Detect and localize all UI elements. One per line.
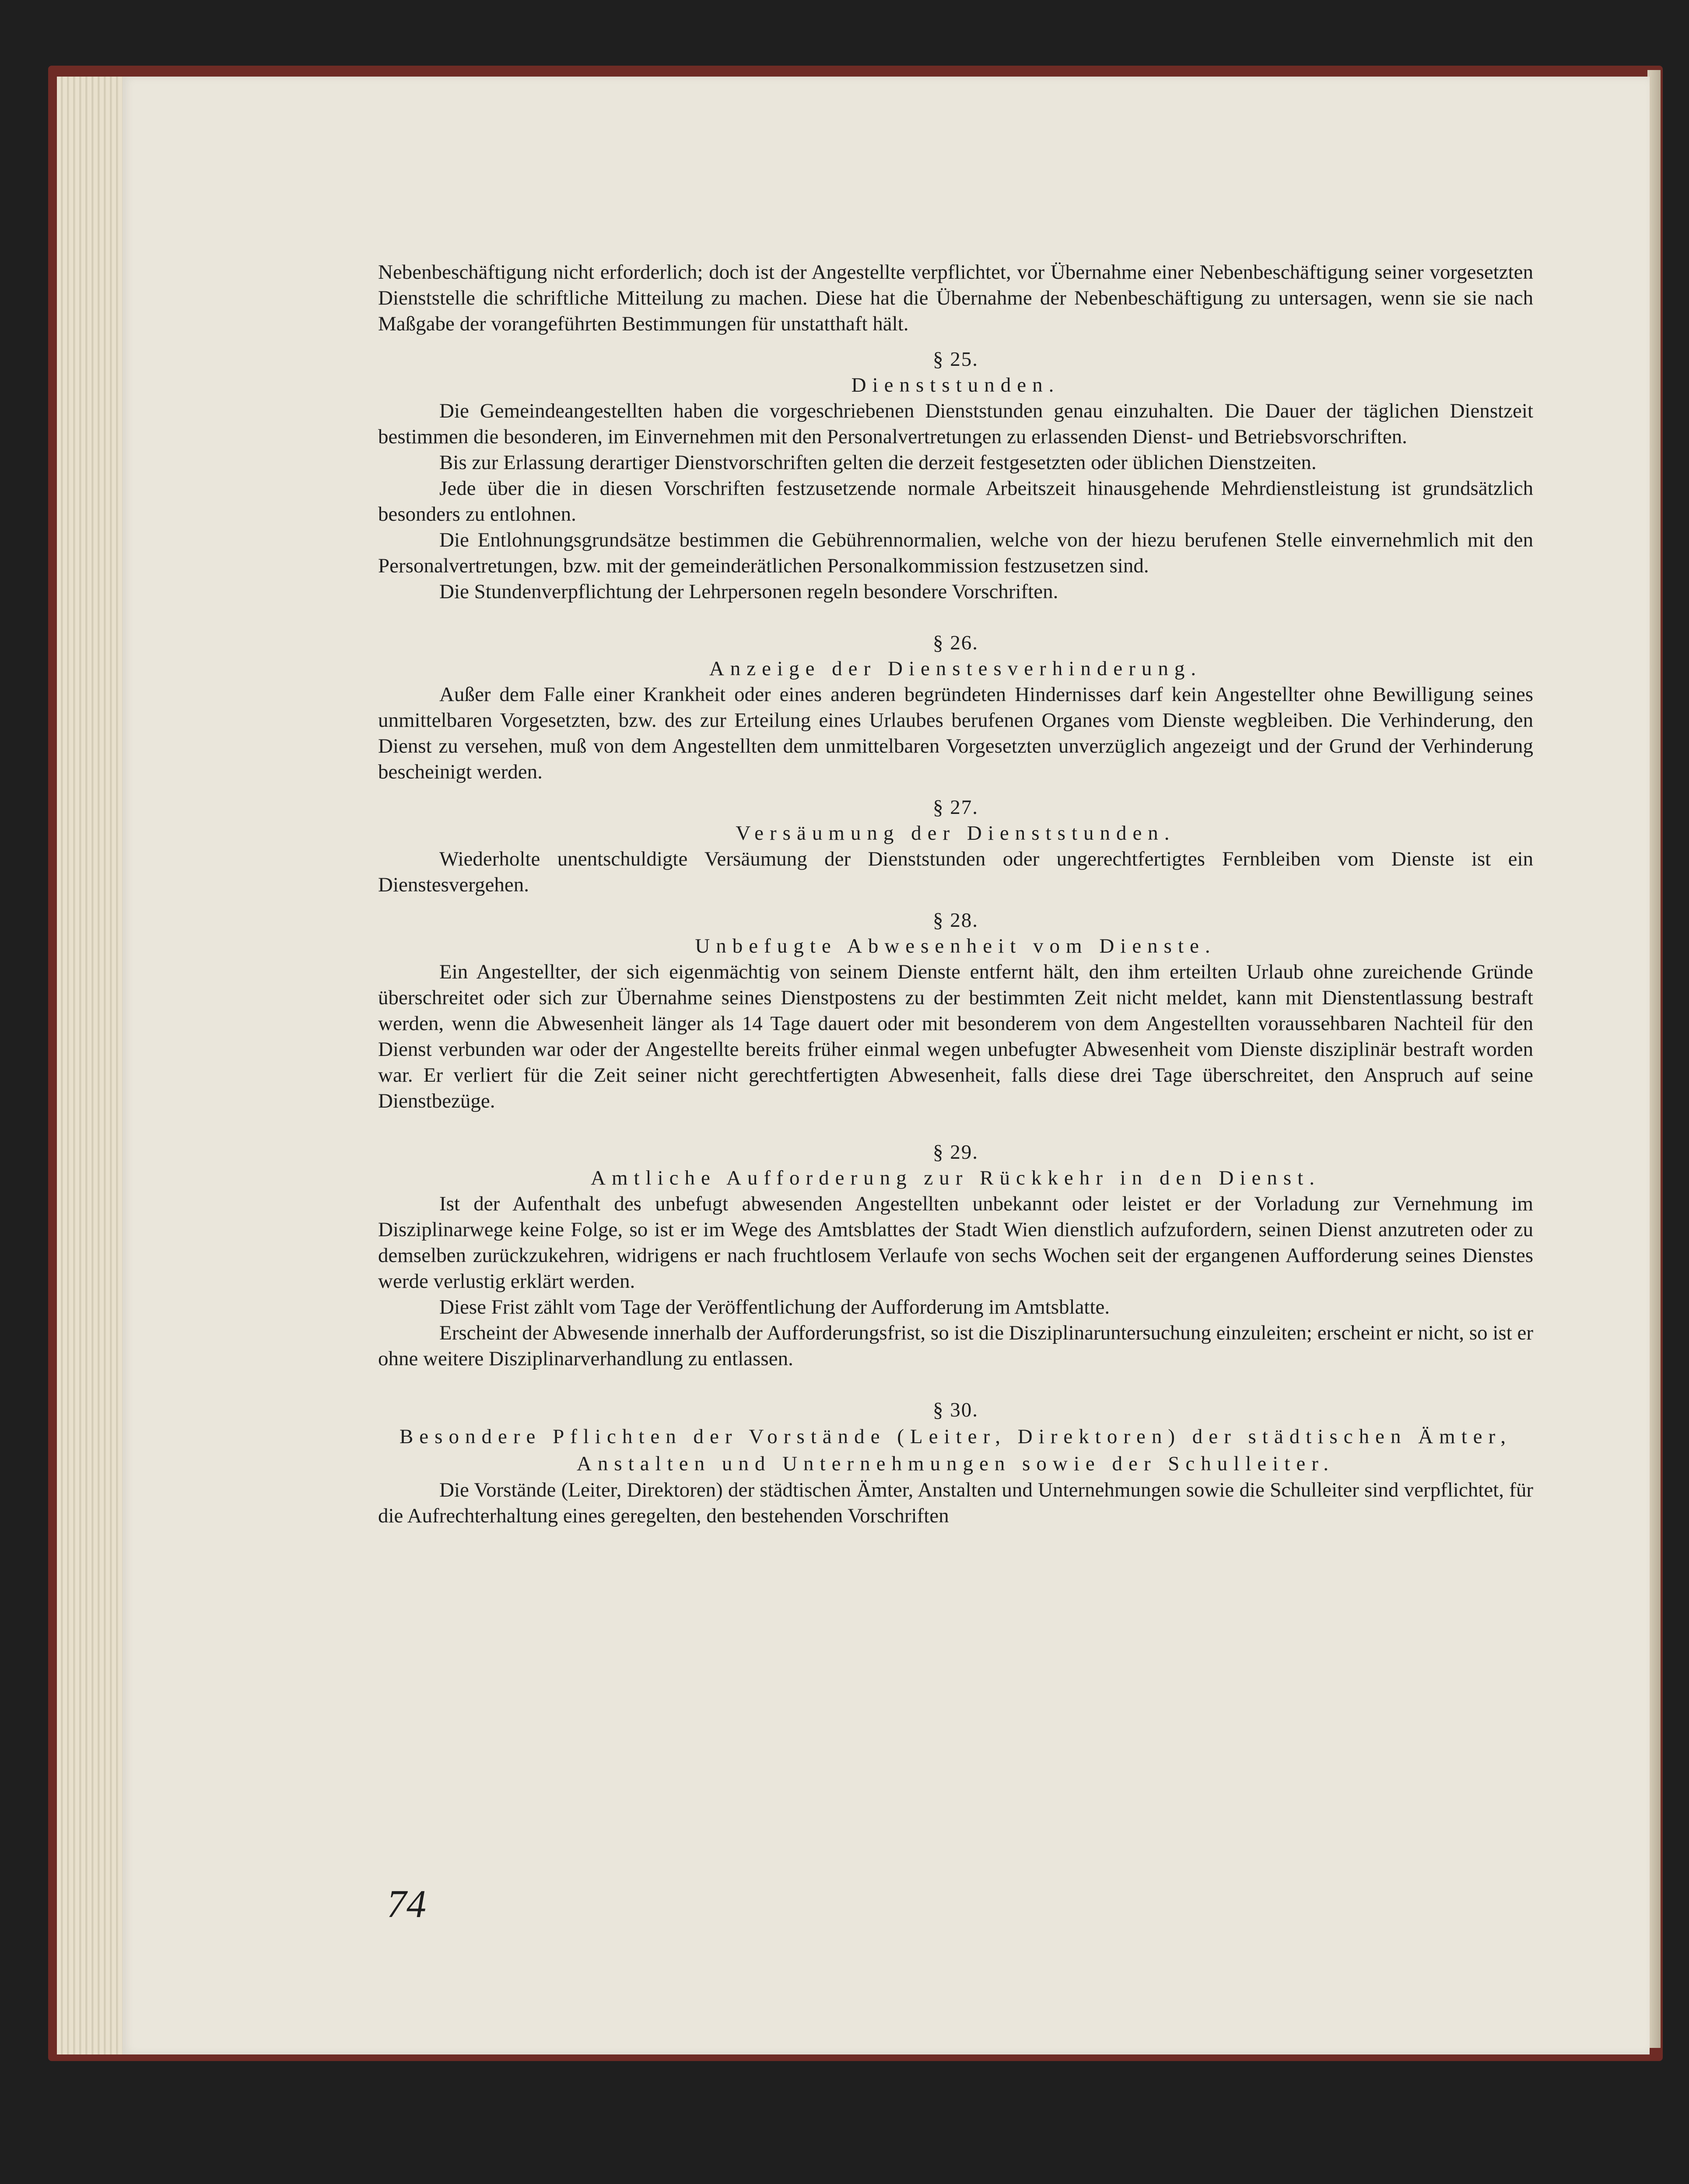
section-paragraph: Jede über die in diesen Vorschriften festzusetzende normale Arbeitszeit hinausgehende Mehrdienstleistung ist grundsätzlich besonders zu entlohnen.: [378, 477, 1533, 526]
section-title: Anzeige der Dienstesverhinderung.: [709, 657, 1202, 680]
section-paragraph: Ist der Aufenthalt des unbefugt abwesenden Angestellten unbekannt oder leistet er der Vorladung zur Vernehmung im Disziplinarwege keine Folge, so ist er im Wege des Amtsblattes der Stadt Wien dienstlich aufzufordern, seinen Dienst anzutreten oder zu demselben zurückzukehren, widrigens er nach fruchtlosem Verlaufe von sechs Wochen seit der ergangenen Aufforderung seines Dienstes werde verlustig erklärt werden.: [378, 1192, 1533, 1293]
section-number: § 29.: [933, 1141, 978, 1164]
section-number: § 27.: [933, 796, 978, 819]
section-title: Amtliche Aufforderung zur Rückkehr in den Dienst.: [591, 1167, 1321, 1189]
section-paragraph: Die Vorstände (Leiter, Direktoren) der städtischen Ämter, Anstalten und Unternehmungen sowie die Schulleiter sind verpflichtet, für die Aufrechterhaltung eines geregelten, den bestehenden Vorschriften: [378, 1479, 1533, 1527]
section-title: Unbefugte Abwesenheit vom Dienste.: [695, 935, 1216, 957]
section-paragraph: Die Gemeindeangestellten haben die vorgeschriebenen Dienststunden genau einzuhalten. Die Dauer der täglichen Dienstzeit bestimmen die besonderen, im Einvernehmen mit den Personalvertretungen zu erlassenden Dienst- und Betriebsvorschriften.: [378, 400, 1533, 448]
page-number: 74: [387, 1883, 426, 1926]
section-number: § 26.: [933, 631, 978, 654]
page-text: [378, 259, 1533, 1529]
section-paragraph: Ein Angestellter, der sich eigenmächtig von seinem Dienste entfernt hält, den ihm erteilten Urlaub ohne zureichende Gründe überschreitet oder sich zur Übernahme seines Dienstpostens zu der bestimmten Zeit nicht meldet, kann mit Dienstentlassung bestraft werden, wenn die Abwesenheit länger als 14 Tage dauert oder mit besonderem von dem Angestellten voraussehbaren Nachteil für den Dienst verbunden war oder der Angestellte bereits früher einmal wegen unbefugter Abwesenheit vom Dienste disziplinär bestraft worden war. Er verliert für die Zeit seiner nicht gerechtfertigten Abwesenheit, falls diese drei Tage überschreitet, den Anspruch auf seine Dienstbezüge.: [378, 961, 1533, 1112]
section-title: Versäumung der Dienststunden.: [736, 822, 1176, 845]
section-paragraph: Erscheint der Abwesende innerhalb der Aufforderungsfrist, so ist die Disziplinaruntersuchung einzuleiten; erscheint er nicht, so ist er ohne weitere Disziplinarverhandlung zu entlassen.: [378, 1322, 1533, 1370]
section-paragraph: Bis zur Erlassung derartiger Dienstvorschriften gelten die derzeit festgesetzten oder üblichen Dienstzeiten.: [439, 451, 1317, 474]
section-paragraph: Wiederholte unentschuldigte Versäumung der Dienststunden oder ungerechtfertigtes Fernbleiben vom Dienste ist ein Dienstesvergehen.: [378, 848, 1533, 896]
section-paragraph: Außer dem Falle einer Krankheit oder eines anderen begründeten Hindernisses darf kein Angestellter ohne Bewilligung seines unmittelbaren Vorgesetzten, bzw. des zur Erteilung eines Urlaubes berufenen Organes vom Dienste wegbleiben. Die Verhinderung, den Dienst zu versehen, muß von dem Angestellten dem unmittelbaren Vorgesetzten unverzüglich angezeigt und der Grund der Verhinderung bescheinigt werden.: [378, 683, 1533, 783]
section-title: Dienststunden.: [851, 374, 1060, 396]
section-paragraph: Die Entlohnungsgrundsätze bestimmen die Gebührennormalien, welche von der hiezu berufenen Stelle einvernehmlich mit den Personalvertretungen, bzw. mit der gemeinderätlichen Personalkommission festzusetzen sind.: [378, 529, 1533, 577]
section-paragraph: Diese Frist zählt vom Tage der Veröffentlichung der Aufforderung im Amtsblatte.: [439, 1296, 1110, 1318]
intro-paragraph: Nebenbeschäftigung nicht erforderlich; doch ist der Angestellte verpflichtet, vor Übernahme einer Nebenbeschäftigung seiner vorgesetzten Dienststelle die schriftliche Mitteilung zu machen. Diese hat die Übernahme der Nebenbeschäftigung zu untersagen, wenn sie sie nach Maßgabe der vorangeführten Bestimmungen für unstatthaft hält.: [378, 261, 1533, 335]
section-paragraph: Die Stundenverpflichtung der Lehrpersonen regeln besondere Vorschriften.: [439, 580, 1058, 603]
section-number: § 28.: [933, 909, 978, 932]
section-number: § 25.: [933, 348, 978, 371]
page-stack-edges: [57, 77, 131, 2054]
section-title: Besondere Pflichten der Vorstände (Leiter, Direktoren) der städtischen Ämter, Anstalten und Unternehmungen sowie der Schulleiter.: [399, 1425, 1512, 1475]
section-number: § 30.: [933, 1399, 978, 1421]
